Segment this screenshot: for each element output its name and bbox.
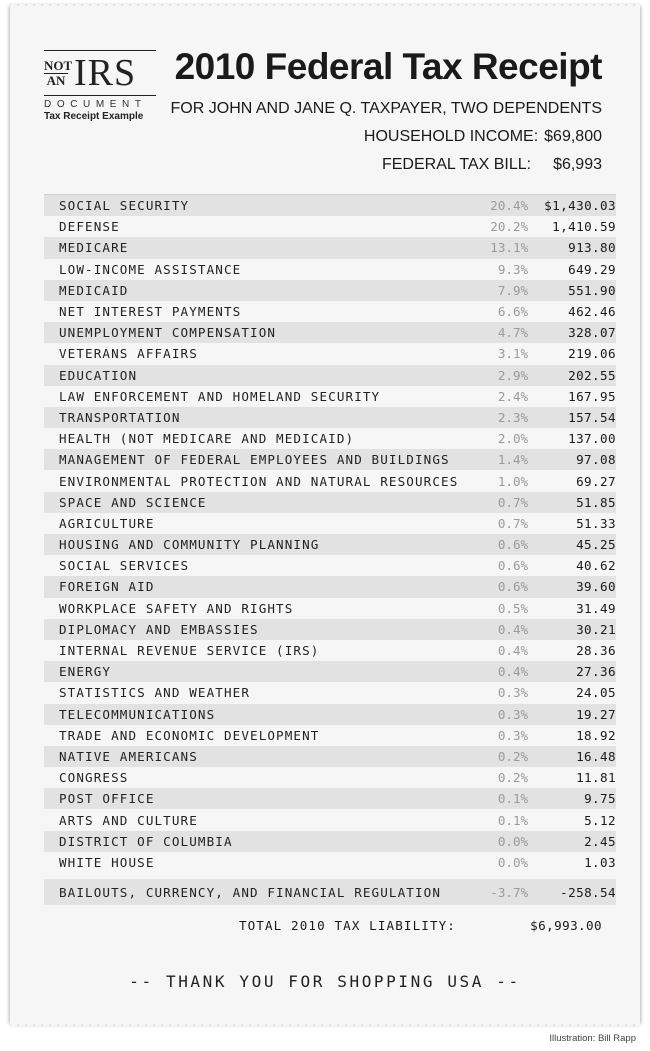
table-row-bailouts bbox=[44, 879, 616, 905]
row-amount: 1.03 bbox=[584, 854, 616, 870]
table-row bbox=[44, 386, 616, 407]
row-percent: 1.0% bbox=[497, 473, 529, 489]
row-amount: 31.49 bbox=[576, 600, 616, 616]
row-category: INTERNAL REVENUE SERVICE (IRS) bbox=[59, 643, 320, 659]
row-amount: 462.46 bbox=[568, 304, 616, 320]
row-percent: 0.3% bbox=[497, 685, 529, 701]
household-income bbox=[364, 128, 602, 146]
row-category: AGRICULTURE bbox=[59, 515, 155, 531]
row-percent: 2.9% bbox=[497, 367, 529, 383]
table-row bbox=[44, 725, 616, 746]
row-amount: 157.54 bbox=[568, 409, 616, 425]
row-category: BAILOUTS, CURRENCY, AND FINANCIAL REGULATION bbox=[59, 884, 442, 900]
logo-document-label: DOCUMENT bbox=[44, 99, 147, 110]
row-amount: 219.06 bbox=[568, 346, 616, 362]
row-amount: 5.12 bbox=[584, 812, 616, 828]
federal-tax-bill-value: $6,993 bbox=[553, 156, 602, 173]
row-category: VETERANS AFFAIRS bbox=[59, 346, 198, 362]
row-amount: 167.95 bbox=[568, 388, 616, 404]
row-category: SOCIAL SECURITY bbox=[59, 198, 190, 214]
table-row bbox=[44, 259, 616, 280]
total-label: TOTAL 2010 TAX LIABILITY: bbox=[238, 918, 456, 933]
table-row bbox=[44, 534, 616, 555]
row-amount: 202.55 bbox=[568, 367, 616, 383]
table-row bbox=[44, 216, 616, 237]
row-percent: 0.4% bbox=[497, 664, 529, 680]
row-category: MEDICARE bbox=[59, 240, 129, 256]
row-category: FOREIGN AID bbox=[59, 579, 155, 595]
table-row bbox=[44, 619, 616, 640]
total-value: $6,993.00 bbox=[530, 918, 602, 933]
row-amount: 27.36 bbox=[576, 664, 616, 680]
row-amount: -258.54 bbox=[560, 884, 616, 900]
table-row bbox=[44, 661, 616, 682]
row-amount: 19.27 bbox=[576, 706, 616, 722]
table-row bbox=[44, 428, 616, 449]
thank-you-message: -- THANK YOU FOR SHOPPING USA -- bbox=[129, 972, 521, 991]
row-percent: 2.3% bbox=[497, 409, 529, 425]
row-category: DEFENSE bbox=[59, 219, 120, 235]
row-percent: 2.4% bbox=[497, 388, 529, 404]
row-category: NET INTEREST PAYMENTS bbox=[59, 304, 242, 320]
row-percent: 0.1% bbox=[497, 812, 529, 828]
row-percent: 2.0% bbox=[497, 431, 529, 447]
table-row bbox=[44, 492, 616, 513]
table-row bbox=[44, 831, 616, 852]
table-row bbox=[44, 555, 616, 576]
table-row bbox=[44, 194, 616, 216]
table-row bbox=[44, 237, 616, 258]
logo-mark bbox=[44, 50, 156, 96]
row-category: DISTRICT OF COLUMBIA bbox=[59, 833, 233, 849]
row-percent: 0.4% bbox=[497, 643, 529, 659]
table-row bbox=[44, 640, 616, 661]
table-row bbox=[44, 788, 616, 809]
not-an-irs-logo bbox=[44, 50, 156, 122]
table-row bbox=[44, 682, 616, 703]
row-category: WHITE HOUSE bbox=[59, 854, 155, 870]
row-percent: 0.6% bbox=[497, 579, 529, 595]
row-percent: 3.1% bbox=[497, 346, 529, 362]
table-row bbox=[44, 746, 616, 767]
row-amount: 328.07 bbox=[568, 325, 616, 341]
row-percent: 0.2% bbox=[497, 770, 529, 786]
row-amount: 51.85 bbox=[576, 494, 616, 510]
row-amount: 45.25 bbox=[576, 537, 616, 553]
table-row bbox=[44, 280, 616, 301]
table-row bbox=[44, 470, 616, 491]
logo-an: AN bbox=[46, 72, 66, 88]
row-percent: -3.7% bbox=[490, 884, 529, 900]
row-category: TRADE AND ECONOMIC DEVELOPMENT bbox=[59, 727, 320, 743]
receipt bbox=[10, 6, 640, 1024]
household-income-label: HOUSEHOLD INCOME: bbox=[363, 128, 539, 145]
row-amount: 551.90 bbox=[568, 282, 616, 298]
logo-subtitle: Tax Receipt Example bbox=[44, 111, 144, 122]
row-percent: 0.1% bbox=[497, 791, 529, 807]
row-category: ENVIRONMENTAL PROTECTION AND NATURAL RESOURCES bbox=[59, 473, 459, 489]
row-category: ARTS AND CULTURE bbox=[59, 812, 198, 828]
row-amount: 2.45 bbox=[584, 833, 616, 849]
row-percent: 0.6% bbox=[497, 537, 529, 553]
row-category: LAW ENFORCEMENT AND HOMELAND SECURITY bbox=[59, 388, 381, 404]
row-category: SOCIAL SERVICES bbox=[59, 558, 190, 574]
row-category: MEDICAID bbox=[59, 282, 129, 298]
row-amount: 913.80 bbox=[568, 240, 616, 256]
row-amount: 51.33 bbox=[576, 515, 616, 531]
row-percent: 4.7% bbox=[497, 325, 529, 341]
row-category: STATISTICS AND WEATHER bbox=[59, 685, 251, 701]
table-row bbox=[44, 767, 616, 788]
row-amount: 649.29 bbox=[568, 261, 616, 277]
table-row bbox=[44, 365, 616, 386]
row-amount: 40.62 bbox=[576, 558, 616, 574]
row-percent: 0.7% bbox=[497, 515, 529, 531]
row-percent: 0.2% bbox=[497, 748, 529, 764]
row-amount: 28.36 bbox=[576, 643, 616, 659]
row-amount: 69.27 bbox=[576, 473, 616, 489]
row-category: WORKPLACE SAFETY AND RIGHTS bbox=[59, 600, 294, 616]
row-category: POST OFFICE bbox=[59, 791, 155, 807]
row-percent: 0.4% bbox=[497, 621, 529, 637]
row-category: EDUCATION bbox=[59, 367, 138, 383]
row-category: TRANSPORTATION bbox=[59, 409, 181, 425]
row-category: DIPLOMACY AND EMBASSIES bbox=[59, 621, 259, 637]
row-percent: 13.1% bbox=[490, 240, 529, 256]
row-percent: 0.3% bbox=[497, 727, 529, 743]
table-row bbox=[44, 576, 616, 597]
row-category: ENERGY bbox=[59, 664, 112, 680]
household-income-value: $69,800 bbox=[544, 128, 602, 145]
row-amount: 11.81 bbox=[576, 770, 616, 786]
row-percent: 0.6% bbox=[497, 558, 529, 574]
row-percent: 0.0% bbox=[497, 854, 529, 870]
federal-tax-bill-label: FEDERAL TAX BILL: bbox=[381, 156, 532, 173]
row-category: UNEMPLOYMENT COMPENSATION bbox=[59, 325, 277, 341]
row-percent: 7.9% bbox=[497, 282, 529, 298]
row-amount: 18.92 bbox=[576, 727, 616, 743]
table-row bbox=[44, 343, 616, 364]
table-row bbox=[44, 513, 616, 534]
logo-irs: IRS bbox=[74, 52, 137, 94]
total-line bbox=[44, 918, 616, 933]
row-category: HEALTH (NOT MEDICARE AND MEDICAID) bbox=[59, 431, 355, 447]
row-amount: 97.08 bbox=[576, 452, 616, 468]
row-amount: 39.60 bbox=[576, 579, 616, 595]
row-category: MANAGEMENT OF FEDERAL EMPLOYEES AND BUILDINGS bbox=[59, 452, 450, 468]
federal-tax-bill bbox=[382, 156, 602, 174]
row-category: TELECOMMUNICATIONS bbox=[59, 706, 216, 722]
illustration-credit: Illustration: Bill Rapp bbox=[549, 1033, 636, 1044]
row-percent: 9.3% bbox=[497, 261, 529, 277]
table-row bbox=[44, 449, 616, 470]
taxpayer-line: FOR JOHN AND JANE Q. TAXPAYER, TWO DEPENDENTS bbox=[170, 100, 602, 117]
row-category: LOW-INCOME ASSISTANCE bbox=[59, 261, 242, 277]
logo-not: NOT bbox=[44, 57, 73, 73]
not-an-badge bbox=[44, 57, 73, 88]
row-percent: 6.6% bbox=[497, 304, 529, 320]
row-percent: 0.7% bbox=[497, 494, 529, 510]
row-amount: 30.21 bbox=[576, 621, 616, 637]
row-amount: 16.48 bbox=[576, 748, 616, 764]
row-percent: 1.4% bbox=[497, 452, 529, 468]
row-percent: 20.2% bbox=[490, 219, 529, 235]
table-row bbox=[44, 704, 616, 725]
tax-breakdown-table bbox=[44, 194, 616, 905]
table-row bbox=[44, 407, 616, 428]
table-row bbox=[44, 809, 616, 830]
row-percent: 0.5% bbox=[497, 600, 529, 616]
row-amount: 24.05 bbox=[576, 685, 616, 701]
row-amount: 1,410.59 bbox=[552, 219, 616, 235]
row-amount: $1,430.03 bbox=[544, 198, 616, 214]
table-row bbox=[44, 301, 616, 322]
row-category: HOUSING AND COMMUNITY PLANNING bbox=[59, 537, 320, 553]
row-category: SPACE AND SCIENCE bbox=[59, 494, 207, 510]
row-amount: 9.75 bbox=[584, 791, 616, 807]
page-title: 2010 Federal Tax Receipt bbox=[174, 46, 602, 87]
row-percent: 20.4% bbox=[490, 198, 529, 214]
row-category: NATIVE AMERICANS bbox=[59, 748, 198, 764]
table-row bbox=[44, 598, 616, 619]
row-percent: 0.0% bbox=[497, 833, 529, 849]
row-percent: 0.3% bbox=[497, 706, 529, 722]
table-row bbox=[44, 322, 616, 343]
row-category: CONGRESS bbox=[59, 770, 129, 786]
table-row bbox=[44, 852, 616, 873]
row-amount: 137.00 bbox=[568, 431, 616, 447]
